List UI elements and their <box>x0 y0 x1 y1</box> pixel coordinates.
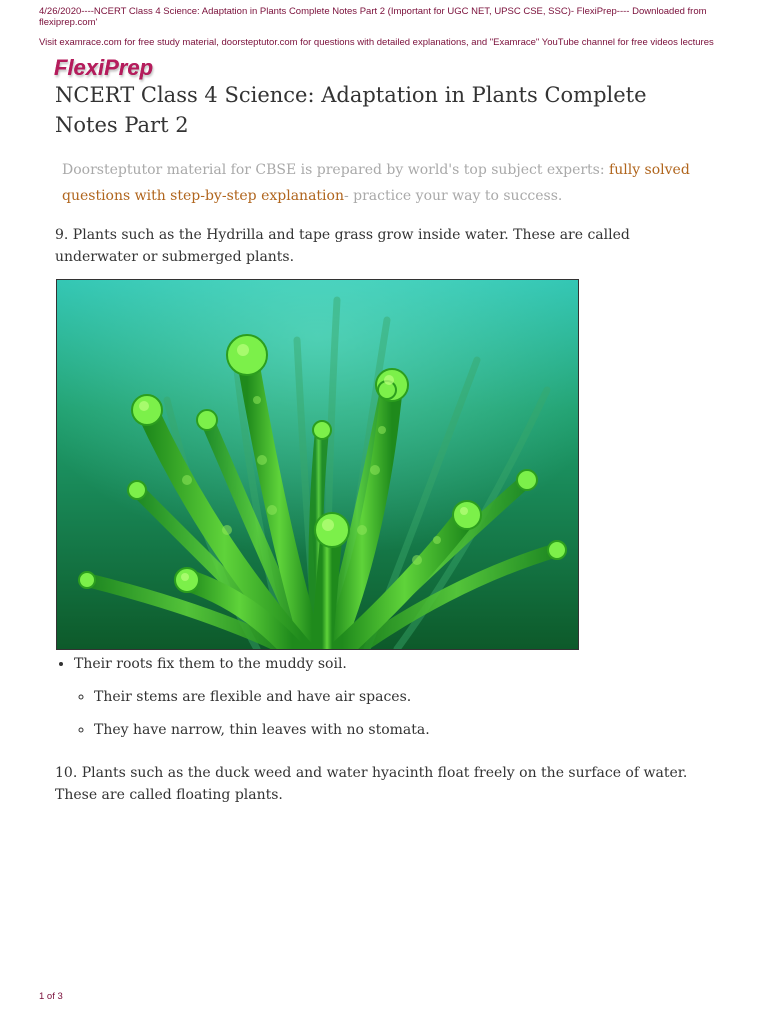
list-item <box>74 653 734 741</box>
list-item: ◦ Their stems are flexible and have air spaces. <box>94 686 734 708</box>
adaptation-list <box>55 653 734 752</box>
promo-link[interactable]: fully solved questions with step-by-step explanation <box>62 162 690 204</box>
paragraph-10: 10. Plants such as the duck weed and water hyacinth float freely on the surface of water. These are called floating plants. <box>55 765 688 803</box>
page-number: 1 of 3 <box>39 991 63 1002</box>
promo-prefix: Doorsteptutor material for CBSE is prepared by world's top subject experts: <box>62 162 610 178</box>
promo-text <box>62 157 702 209</box>
hydrilla-photo <box>56 279 579 650</box>
promo-suffix: - practice your way to success. <box>343 188 563 204</box>
flexiprep-logo[interactable] <box>54 55 153 81</box>
logo-text: FlexiPrep <box>54 55 154 80</box>
download-header: 4/26/2020----NCERT Class 4 Science: Adaptation in Plants Complete Notes Part 2 (Important for UGC NET, UPSC CSE, SSC)- FlexiPrep---- Downloaded from flexiprep.com' <box>39 6 707 28</box>
sub-list <box>74 686 734 741</box>
list-item-text: Their roots fix them to the muddy soil. <box>74 656 347 672</box>
page-title: NCERT Class 4 Science: Adaptation in Plants Complete Notes Part 2 <box>55 83 647 137</box>
paragraph-9: 9. Plants such as the Hydrilla and tape grass grow inside water. These are called underwater or submerged plants. <box>55 227 630 265</box>
visit-header: Visit examrace.com for free study material, doorsteptutor.com for questions with detailed explanations, and "Examrace" YouTube channel for free videos lectures <box>39 37 714 48</box>
list-item: ◦ They have narrow, thin leaves with no stomata. <box>94 719 734 741</box>
